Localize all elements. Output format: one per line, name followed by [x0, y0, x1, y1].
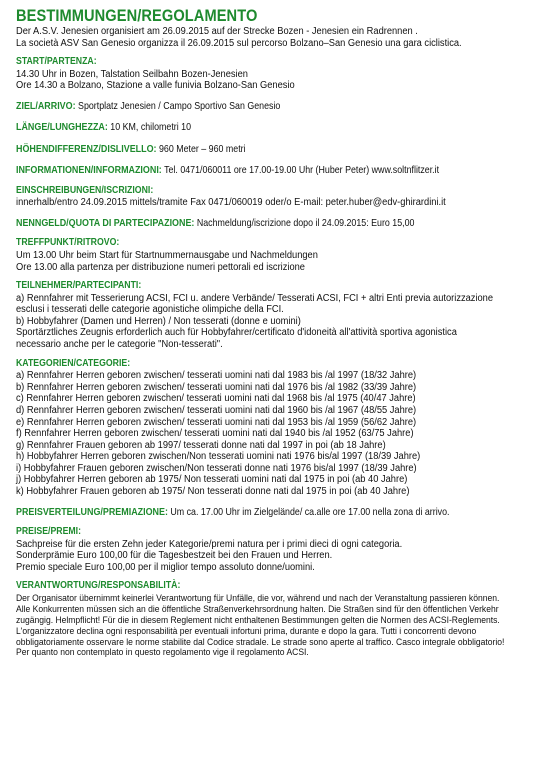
kategorie-line: k) Hobbyfahrer Frauen geboren ab 1975/ Non tesserati donne nati dal 1975 in poi (ab 40 Jahre) — [16, 486, 410, 498]
preise-heading: PREISE/PREMI: — [16, 526, 81, 538]
kategorie-line: d) Rennfahrer Herren geboren zwischen/ tesserati uomini nati dal 1960 bis /al 1967 (48/55 Jahre) — [16, 404, 417, 416]
verantwortung-line: Per quanto non contemplato in questo regolamento vige il regolamento ACSI. — [16, 647, 309, 658]
preise-line: Sachpreise für die ersten Zehn jeder Kategorie/premi natura per i primi dieci di ogni categoria. — [16, 538, 403, 550]
verantwortung-line: Der Organisator übernimmt keinerlei Verantwortung für Unfälle, die vor, während und nach der Veranstaltung passieren können. — [16, 592, 500, 603]
verantwortung-line: obbligatoriamente osservare le norme stabilite dal Codice stradale. Le strade sono aperte al traffico. Casco integrale obbligatorio! — [16, 636, 505, 647]
kategorie-line: b) Rennfahrer Herren geboren zwischen/ tesserati uomini nati dal 1976 bis /al 1982 (33/39 Jahre) — [16, 381, 417, 393]
einschreibungen-section — [16, 185, 527, 209]
teilnehmer-heading: TEILNEHMER/PARTECIPANTI: — [16, 280, 142, 292]
kategorie-line: g) Rennfahrer Frauen geboren ab 1997/ tesserati donne nati dal 1997 in poi (ab 18 Jahre) — [16, 439, 386, 451]
ziel-heading: ZIEL/ARRIVO: — [16, 100, 76, 112]
treffpunkt-heading: TREFFPUNKT/RITROVO: — [16, 237, 120, 249]
treffpunkt-section — [16, 237, 527, 273]
intro-line-de: Der A.S.V. Jenesien organisiert am 26.09.2015 auf der Strecke Bozen - Jenesien ein Radrennen . — [16, 26, 418, 37]
kategorie-line: i) Hobbyfahrer Frauen geboren zwischen/Non tesserati donne nati 1976 bis/al 1997 (18/39 Jahre) — [16, 462, 417, 474]
preise-line: Premio speciale Euro 100,00 per il miglior tempo assoluto donne/uomini. — [16, 561, 315, 573]
info-heading: INFORMATIONEN/INFORMAZIONI: — [16, 165, 162, 177]
start-line: 14.30 Uhr in Bozen, Talstation Seilbahn Bozen-Jenesien — [16, 68, 248, 80]
intro-line-it: La società ASV San Genesio organizza il 26.09.2015 sul percorso Bolzano–San Genesio una gara ciclistica. — [16, 37, 462, 49]
treffpunkt-line: Ore 13.00 alla partenza per distribuzione numeri pettorali ed iscrizione — [16, 261, 305, 273]
hoehe-heading: HÖHENDIFFERENZ/DISLIVELLO: — [16, 143, 157, 155]
ziel-section — [16, 99, 455, 114]
teilnehmer-line: b) Hobbyfahrer (Damen und Herren) / Non tesserati (donne e uomini) — [16, 315, 301, 327]
hoehe-section — [16, 142, 455, 157]
treffpunkt-line: Um 13.00 Uhr beim Start für Startnummernausgabe und Nachmeldungen — [16, 249, 318, 261]
verantwortung-line: L'organizzatore declina ogni responsabilità per eventuali infortuni prima, durante e dopo la gara. Tutti i concorrenti devono — [16, 625, 477, 636]
einschreibungen-line: innerhalb/entro 24.09.2015 mittels/tramite Fax 0471/060019 oder/o E-mail: peter.huber@edv-ghirardini.it — [16, 197, 446, 209]
teilnehmer-line: necessario anche per le categorie "Non-tesserati". — [16, 339, 223, 351]
laenge-heading: LÄNGE/LUNGHEZZA: — [16, 122, 108, 134]
laenge-value: 10 KM, chilometri 10 — [107, 122, 192, 134]
info-section — [16, 163, 455, 178]
preise-line: Sonderprämie Euro 100,00 für die Tagesbestzeit bei den Frauen und Herren. — [16, 550, 333, 562]
page-title: BESTIMMUNGEN/REGOLAMENTO — [16, 6, 258, 25]
kategorie-line: f) Rennfahrer Herren geboren zwischen/ tesserati uomini nati dal 1940 bis /al 1952 (63/75 Jahre) — [16, 428, 414, 440]
info-value: Tel. 0471/060011 ore 17.00-19.00 Uhr (Huber Peter) www.soltnflitzer.it — [161, 165, 440, 177]
start-section — [16, 56, 527, 92]
kategorien-section — [16, 358, 527, 498]
ziel-value: Sportplatz Jenesien / Campo Sportivo San Genesio — [75, 100, 281, 112]
preisverteilung-heading: PREISVERTEILUNG/PREMIAZIONE: — [16, 506, 168, 518]
start-line: Ore 14.30 a Bolzano, Stazione a valle funivia Bolzano-San Genesio — [16, 80, 295, 92]
preisverteilung-section — [16, 505, 455, 520]
kategorie-line: h) Hobbyfahrer Herren geboren zwischen/Non tesserati uomini nati 1976 bis/al 1997 (18/39 Jahre) — [16, 451, 421, 463]
teilnehmer-line: esclusi i tesserati delle categorie agonistiche olimpiche della FCI. — [16, 304, 284, 316]
start-heading: START/PARTENZA: — [16, 56, 97, 68]
kategorie-line: a) Rennfahrer Herren geboren zwischen/ tesserati uomini nati dal 1983 bis /al 1997 (18/32 Jahre) — [16, 370, 417, 382]
preisverteilung-value: Um ca. 17.00 Uhr im Zielgelände/ ca.alle ore 17.00 nella zona di arrivo. — [167, 506, 450, 518]
teilnehmer-line: a) Rennfahrer mit Tesserierung ACSI, FCI u. andere Verbände/ Tesserati ACSI, FCI + altri Enti previa autorizzazione — [16, 292, 494, 304]
verantwortung-line: zugängig. Helmpflicht! Für die in diesem Reglement nicht enthaltenen Bestimmungen gelten die Normen des ACSI-Reglements. — [16, 614, 500, 625]
kategorie-line: e) Rennfahrer Herren geboren zwischen/ tesserati uomini nati dal 1953 bis /al 1959 (56/62 Jahre) — [16, 416, 417, 428]
preise-section — [16, 526, 527, 573]
nenngeld-value: Nachmeldung/iscrizione dopo il 24.09.2015: Euro 15,00 — [194, 217, 415, 229]
laenge-section — [16, 120, 455, 135]
hoehe-value: 960 Meter – 960 metri — [156, 143, 246, 155]
kategorien-heading: KATEGORIEN/CATEGORIE: — [16, 357, 131, 369]
verantwortung-heading: VERANTWORTUNG/RESPONSABILITÀ: — [16, 580, 181, 592]
nenngeld-heading: NENNGELD/QUOTA DI PARTECIPAZIONE: — [16, 217, 195, 229]
verantwortung-line: Alle Konkurrenten müssen sich an die öffentliche Straßenverkehrsordnung halten. Die Straßen sind für den öffentlichen Verkehr — [16, 603, 499, 614]
einschreibungen-heading: EINSCHREIBUNGEN/ISCRIZIONI: — [16, 184, 154, 196]
verantwortung-section — [16, 580, 527, 658]
kategorie-line: c) Rennfahrer Herren geboren zwischen/ tesserati uomini nati dal 1968 bis /al 1975 (40/47 Jahre) — [16, 393, 416, 405]
teilnehmer-section — [16, 280, 527, 350]
nenngeld-section — [16, 216, 455, 231]
kategorie-line: j) Hobbyfahrer Herren geboren ab 1975/ Non tesserati uomini nati dal 1975 in poi (ab 40 Jahre) — [16, 474, 408, 486]
teilnehmer-line: Sportärztliches Zeugnis erforderlich auch für Hobbyfahrer/certificato d'idoneità all'attività sportiva agonistica — [16, 327, 457, 339]
